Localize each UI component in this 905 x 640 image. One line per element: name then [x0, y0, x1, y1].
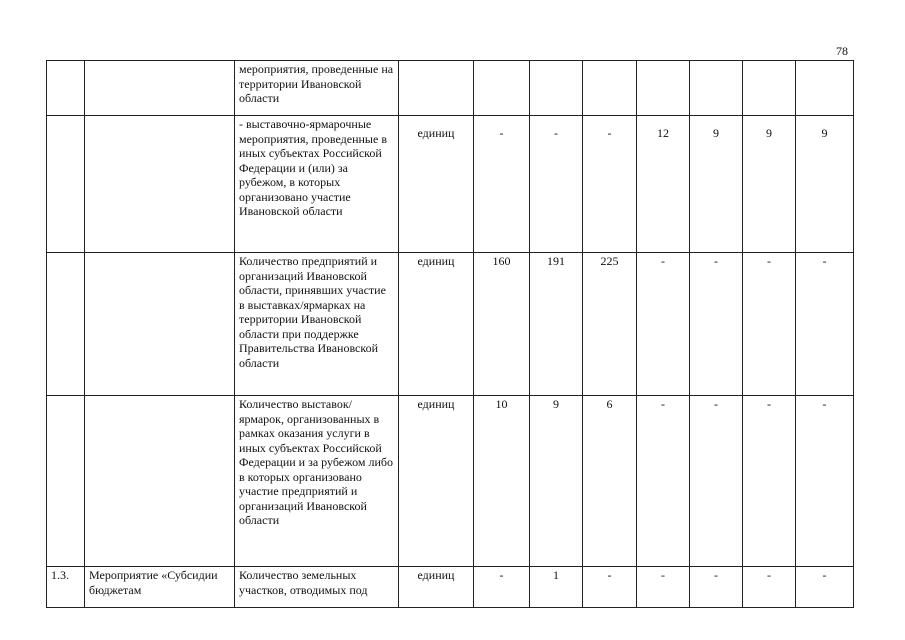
indicator-name: - выставочно-ярмарочные мероприятия, проведенные в иных субъектах Российской Федерации и (или) за рубежом, в которых организовано участие Ивановской области: [235, 116, 399, 253]
value-cell: -: [743, 567, 796, 608]
unit-cell: единиц: [399, 116, 474, 253]
value-cell: -: [530, 116, 583, 253]
value-cell: 9: [743, 116, 796, 253]
page-number: 78: [836, 44, 848, 58]
indicator-name: мероприятия, проведенные на территории Ивановской области: [235, 61, 399, 116]
unit-cell: [399, 61, 474, 116]
value-cell: [796, 61, 854, 116]
table-row: [47, 396, 854, 567]
value-cell: 6: [583, 396, 637, 567]
indicator-name: Количество выставок/ярмарок, организованных в рамках оказания услуги в иных субъектах Российской Федерации и за рубежом либо в которых организовано участие предприятий и организаций Ивановской области: [235, 396, 399, 567]
event-name: [85, 396, 235, 567]
value-cell: 9: [690, 116, 743, 253]
value-cell: -: [474, 567, 530, 608]
value-cell: -: [796, 567, 854, 608]
value-cell: 10: [474, 396, 530, 567]
value-cell: 12: [637, 116, 690, 253]
event-name: [85, 116, 235, 253]
value-cell: 191: [530, 253, 583, 396]
value-cell: -: [743, 396, 796, 567]
event-name: [85, 253, 235, 396]
value-cell: [530, 61, 583, 116]
row-number: [47, 396, 85, 567]
value-cell: -: [690, 396, 743, 567]
value-cell: -: [637, 253, 690, 396]
value-cell: -: [583, 116, 637, 253]
value-cell: -: [583, 567, 637, 608]
value-cell: -: [743, 253, 796, 396]
event-name: Мероприятие «Субсидии бюджетам: [85, 567, 235, 608]
indicator-name: Количество земельных участков, отводимых под: [235, 567, 399, 608]
table-row: [47, 567, 854, 608]
value-cell: -: [690, 253, 743, 396]
value-cell: [743, 61, 796, 116]
unit-cell: единиц: [399, 396, 474, 567]
value-cell: -: [637, 396, 690, 567]
value-cell: -: [796, 396, 854, 567]
table-row: [47, 253, 854, 396]
value-cell: [583, 61, 637, 116]
value-cell: 160: [474, 253, 530, 396]
unit-cell: единиц: [399, 253, 474, 396]
value-cell: -: [690, 567, 743, 608]
value-cell: [637, 61, 690, 116]
value-cell: -: [796, 253, 854, 396]
value-cell: [474, 61, 530, 116]
table-row: [47, 61, 854, 116]
value-cell: -: [474, 116, 530, 253]
row-number: 1.3.: [47, 567, 85, 608]
value-cell: -: [637, 567, 690, 608]
row-number: [47, 116, 85, 253]
value-cell: 9: [796, 116, 854, 253]
value-cell: [690, 61, 743, 116]
program-indicators-table: [46, 60, 854, 608]
event-name: [85, 61, 235, 116]
row-number: [47, 253, 85, 396]
indicator-name: Количество предприятий и организаций Ивановской области, принявших участие в выставках/ярмарках на территории Ивановской области при поддержке Правительства Ивановской области: [235, 253, 399, 396]
table-row: [47, 116, 854, 253]
value-cell: 1: [530, 567, 583, 608]
row-number: [47, 61, 85, 116]
unit-cell: единиц: [399, 567, 474, 608]
value-cell: 9: [530, 396, 583, 567]
value-cell: 225: [583, 253, 637, 396]
